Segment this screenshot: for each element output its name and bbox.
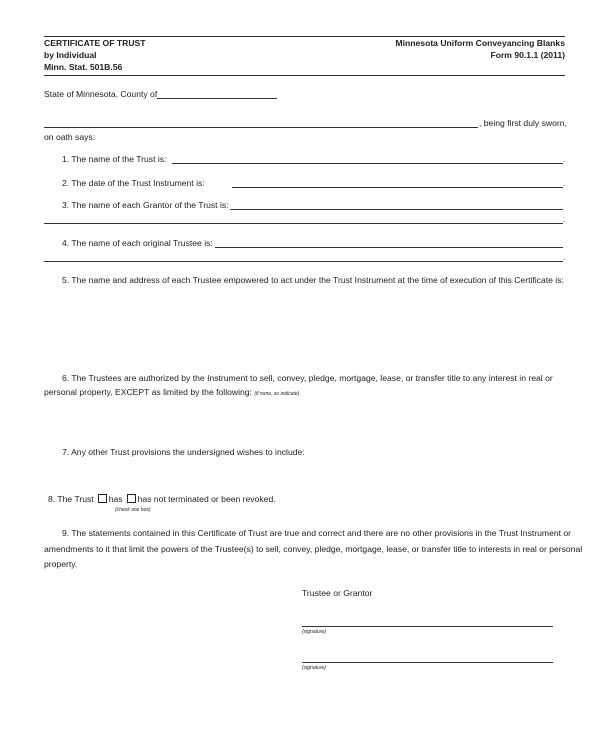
oath-text: on oath says: xyxy=(44,132,96,142)
item-2-label: 2. The date of the Trust Instrument is: xyxy=(62,178,205,188)
trust-date-field[interactable] xyxy=(232,187,563,188)
signature-label-1: (signature) xyxy=(302,629,326,635)
period: . xyxy=(563,214,566,224)
header-rule xyxy=(44,75,565,76)
item-6-text: personal property, EXCEPT as limited by the following: xyxy=(44,387,252,397)
affiant-name-field[interactable] xyxy=(44,127,478,128)
signature-field-1[interactable] xyxy=(302,626,553,627)
sworn-text: , being first duly sworn, xyxy=(479,118,567,128)
grantor-field[interactable] xyxy=(230,209,563,210)
item-3-label: 3. The name of each Grantor of the Trust is: xyxy=(62,200,229,210)
signature-label-2: (signature) xyxy=(302,665,326,671)
grantor-field-2[interactable] xyxy=(44,223,563,224)
item-1-label: 1. The name of the Trust is: xyxy=(62,154,167,164)
item-6-note: (if none, so indicate) xyxy=(254,391,300,397)
item-9-line-2: amendments to it that limit the powers of the Trustee(s) to sell, convey, pledge, mortgage, lease, or transfer title to interests in real or personal xyxy=(44,544,583,554)
item-6-line-1: 6. The Trustees are authorized by the Instrument to sell, convey, pledge, mortgage, lease, or transfer title to any interest in real or xyxy=(62,373,553,383)
trust-name-field[interactable] xyxy=(172,163,563,164)
period: . xyxy=(563,252,566,262)
signature-field-2[interactable] xyxy=(302,662,553,663)
top-rule xyxy=(44,36,565,37)
item-5-label: 5. The name and address of each Trustee empowered to act under the Trust Instrument at the time of execution of this Certificate is: xyxy=(62,275,564,285)
form-title: CERTIFICATE OF TRUST xyxy=(44,38,146,48)
has-label: has xyxy=(108,494,123,504)
period: . xyxy=(563,178,566,188)
county-label: State of Minnesota, County of xyxy=(44,89,158,99)
check-one-note: (check one box) xyxy=(115,507,151,513)
signer-role: Trustee or Grantor xyxy=(302,588,373,598)
form-subtitle: by Individual xyxy=(44,50,97,60)
has-checkbox[interactable] xyxy=(98,494,107,503)
has-not-checkbox[interactable] xyxy=(127,494,136,503)
item-8-line xyxy=(48,494,276,505)
series-title: Minnesota Uniform Conveyancing Blanks xyxy=(395,38,565,48)
original-trustee-field-2[interactable] xyxy=(44,261,563,262)
statute: Minn. Stat. 501B.56 xyxy=(44,62,123,72)
original-trustee-field[interactable] xyxy=(215,247,563,248)
county-field[interactable] xyxy=(157,98,277,99)
item-7-label: 7. Any other Trust provisions the undersigned wishes to include: xyxy=(62,447,305,457)
item-9-line-3: property. xyxy=(44,559,78,569)
item-8-text: 8. The Trust xyxy=(48,494,94,504)
item-6-line-2 xyxy=(44,387,299,400)
has-not-label: has not terminated or been revoked. xyxy=(137,494,276,504)
form-number: Form 90.1.1 (2011) xyxy=(490,50,565,60)
period: . xyxy=(563,154,566,164)
item-9-line-1: 9. The statements contained in this Certificate of Trust are true and correct and there are no other provisions in the Trust Instrument or xyxy=(62,528,572,538)
item-4-label: 4. The name of each original Trustee is: xyxy=(62,238,213,248)
